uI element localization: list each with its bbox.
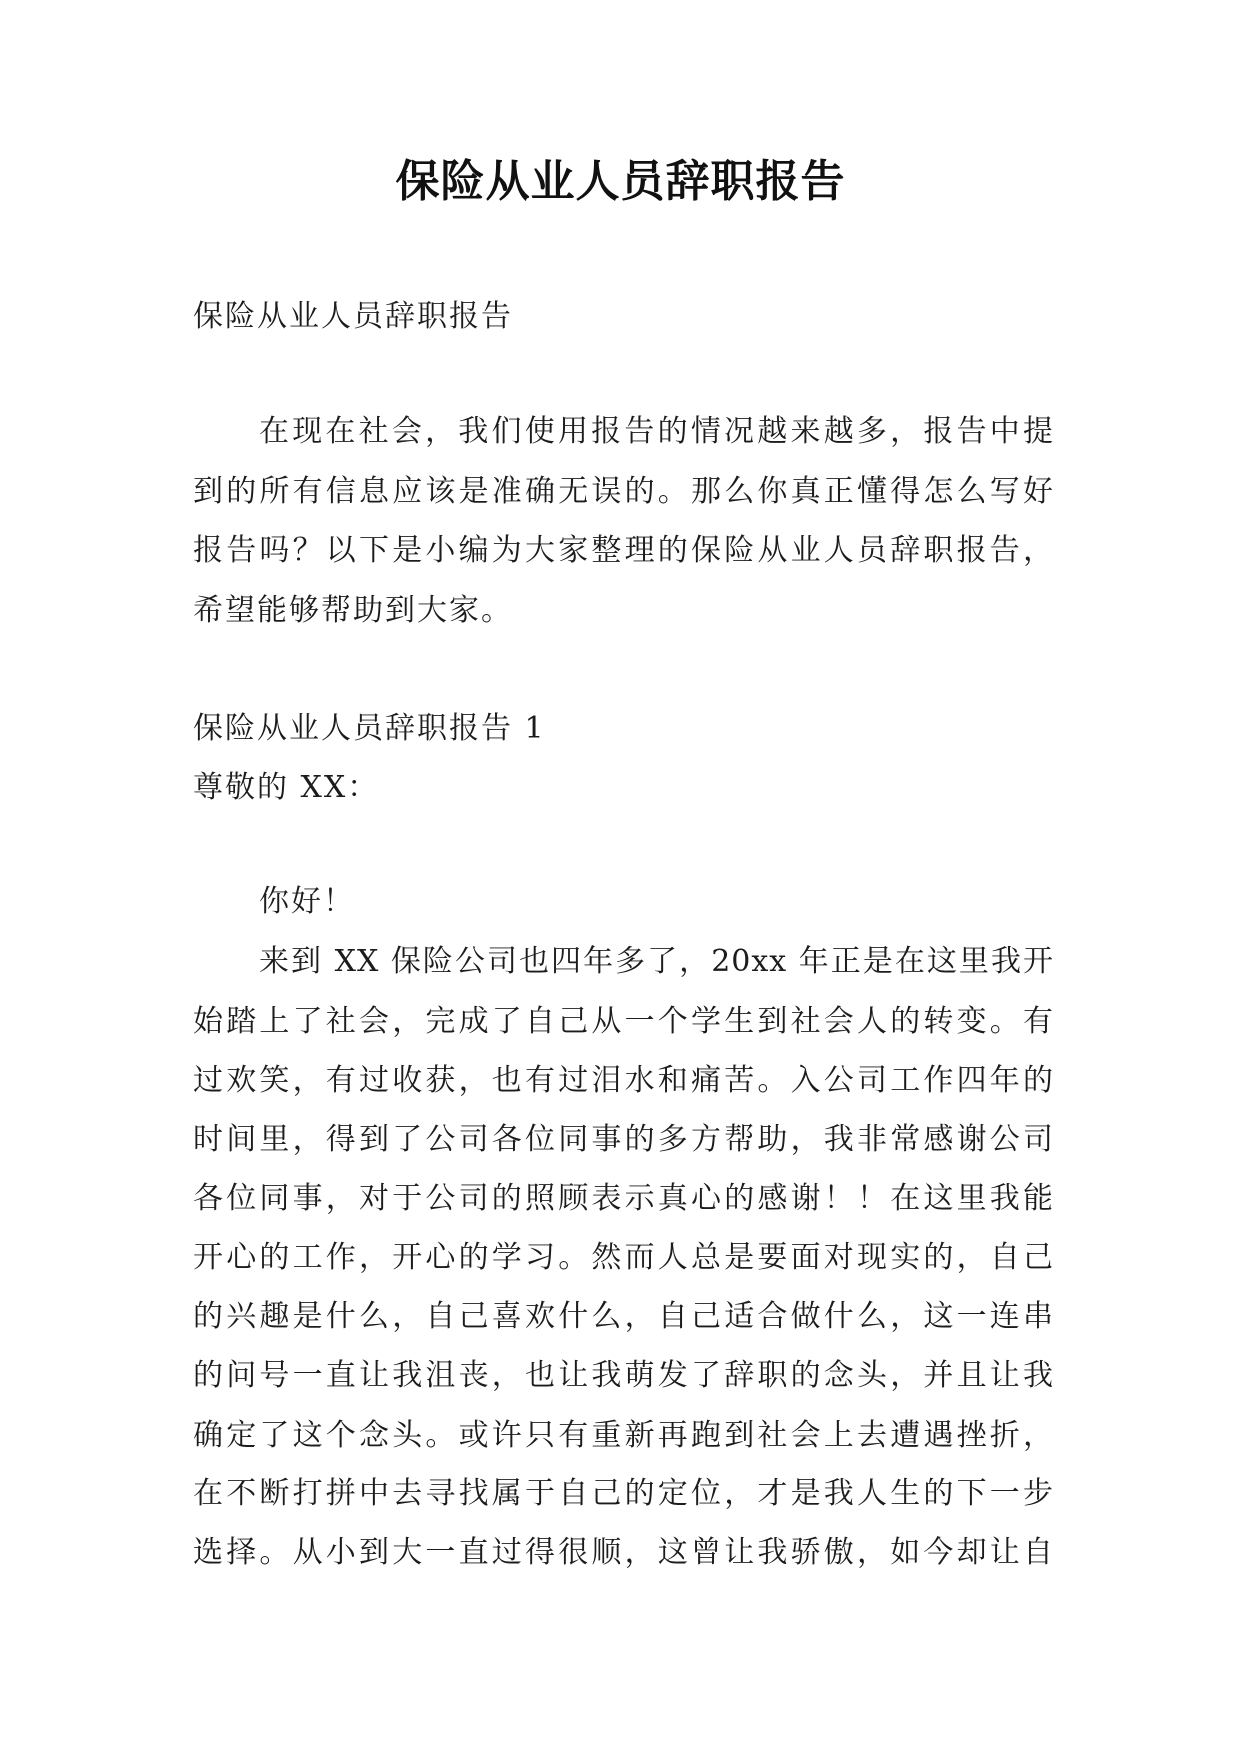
document-subtitle: 保险从业人员辞职报告 (193, 299, 513, 334)
body-line: 过欢笑，有过收获，也有过泪水和痛苦。入公司工作四年的 (193, 1063, 1054, 1098)
document-title: 保险从业人员辞职报告 (395, 156, 846, 207)
intro-line: 报告吗？以下是小编为大家整理的保险从业人员辞职报告， (193, 533, 1054, 568)
intro-line: 希望能够帮助到大家。 (193, 593, 513, 628)
section-heading: 保险从业人员辞职报告 1 (193, 711, 546, 746)
body-line: 确定了这个念头。或许只有重新再跑到社会上去遭遇挫折， (193, 1418, 1054, 1453)
body-line: 始踏上了社会，完成了自己从一个学生到社会人的转变。有 (193, 1004, 1054, 1039)
salutation: 尊敬的 XX： (193, 770, 380, 805)
body-line: 的问号一直让我沮丧，也让我萌发了辞职的念头，并且让我 (193, 1358, 1054, 1393)
body-line: 在不断打拼中去寻找属于自己的定位，才是我人生的下一步 (193, 1476, 1054, 1511)
intro-line: 在现在社会，我们使用报告的情况越来越多，报告中提 (259, 414, 1054, 449)
body-line: 选择。从小到大一直过得很顺，这曾让我骄傲，如今却让自 (193, 1535, 1054, 1570)
body-line: 的兴趣是什么，自己喜欢什么，自己适合做什么，这一连串 (193, 1299, 1054, 1334)
greeting: 你好！ (259, 884, 355, 919)
body-line: 时间里，得到了公司各位同事的多方帮助，我非常感谢公司 (193, 1122, 1054, 1157)
body-line: 各位同事，对于公司的照顾表示真心的感谢！！在这里我能 (193, 1181, 1054, 1216)
body-line: 开心的工作，开心的学习。然而人总是要面对现实的，自己 (193, 1240, 1054, 1275)
body-line: 来到 XX 保险公司也四年多了，20xx 年正是在这里我开 (259, 944, 1054, 979)
intro-line: 到的所有信息应该是准确无误的。那么你真正懂得怎么写好 (193, 474, 1054, 509)
